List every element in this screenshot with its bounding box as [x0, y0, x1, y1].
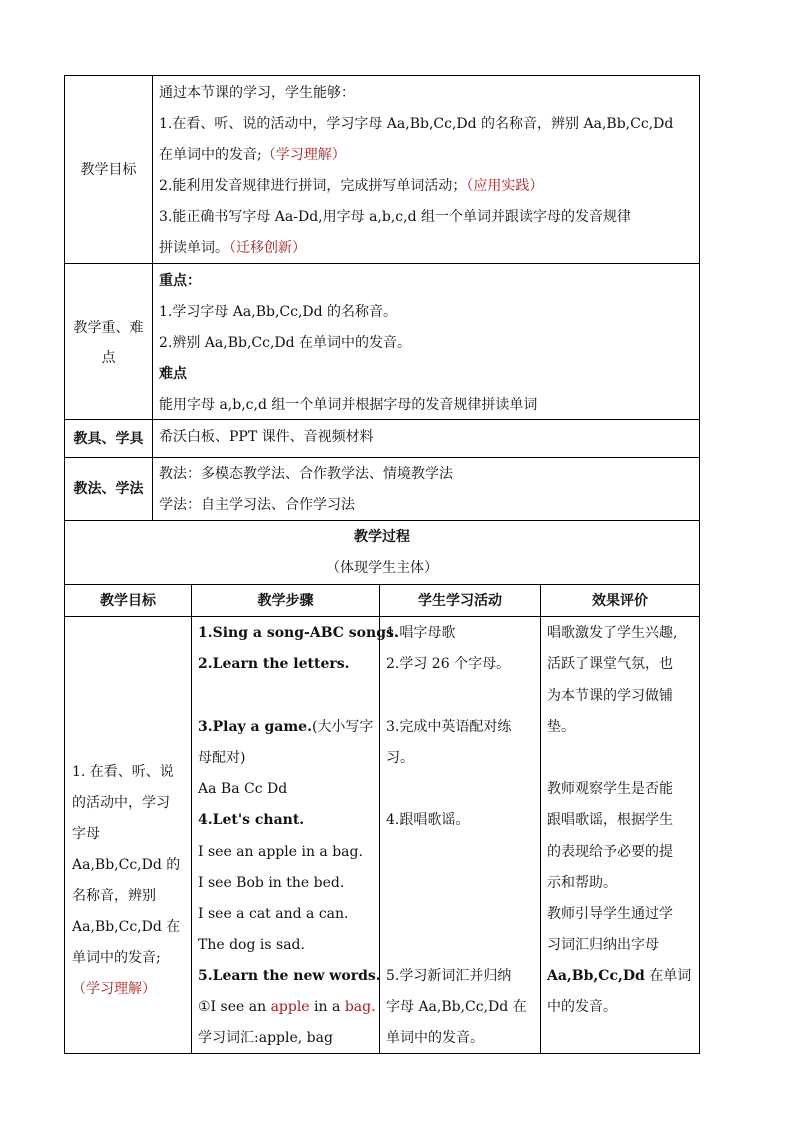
step-3-title: 3.Play a game.	[198, 719, 312, 735]
goal-cell-tag: （学习理解）	[72, 981, 156, 997]
sentence-prefix: ①I see an	[198, 999, 271, 1015]
evaluation-letters: Aa,Bb,Cc,Dd	[547, 968, 645, 984]
evaluation-line: 为本节课的学习做铺	[547, 688, 673, 704]
evaluation-suffix: 在单词	[644, 968, 692, 984]
table-border-right	[699, 75, 700, 1054]
col-divider	[540, 584, 541, 1054]
goals-item2-text: 2.能利用发音规律进行拼词，完成拼写单词活动；	[159, 178, 467, 194]
activity-5-cont: 单词中的发音。	[386, 1030, 484, 1046]
goals-item1-tag: （学习理解）	[261, 147, 346, 163]
word-apple: apple	[270, 999, 310, 1015]
tools-label: 教具、学具	[73, 431, 144, 447]
col-divider	[191, 584, 192, 1054]
goals-item3-tag: （迁移创新）	[229, 240, 306, 256]
step-3-note-cont: 母配对)	[198, 750, 246, 766]
evaluation-line: 示和帮助。	[547, 875, 617, 891]
goals-item2	[159, 176, 543, 196]
goals-item3-line1: 3.能正确书写字母 Aa-Dd,用字母 a,b,c,d 组一个单词并跟读字母的发音规律	[159, 209, 631, 225]
goal-cell-line: 1. 在看、听、说	[72, 764, 174, 780]
chant-line: I see an apple in a bag.	[198, 844, 363, 860]
methods-label: 教法、学法	[73, 481, 144, 497]
activity-3: 3.完成中英语配对练	[386, 719, 512, 735]
goal-cell-line: 名称音，辨别	[72, 888, 156, 904]
goals-item3-line2	[159, 238, 306, 258]
evaluation-line: 跟唱歌谣，根据学生	[547, 812, 673, 828]
methods-learning: 学法：自主学习法、合作学习法	[159, 497, 355, 513]
evaluation-line: 教师引导学生通过学	[547, 906, 673, 922]
activity-5: 5.学习新词汇并归纳	[386, 968, 512, 984]
column-header-goals: 教学目标	[100, 593, 156, 609]
row-divider	[64, 419, 700, 420]
keypoints-label-line1: 教学重、难	[73, 320, 144, 336]
goal-cell-line: 字母	[72, 826, 100, 842]
process-title: 教学过程	[354, 529, 410, 545]
table-border-bottom	[64, 1053, 700, 1054]
evaluation-line: 的表现给予必要的提	[547, 844, 673, 860]
col-divider	[152, 419, 153, 521]
new-word-sentence	[198, 997, 376, 1017]
column-header-evaluation: 效果评价	[592, 593, 648, 609]
goals-intro: 通过本节课的学习，学生能够：	[159, 85, 355, 101]
evaluation-line: 教师观察学生是否能	[547, 781, 673, 797]
chant-line: I see Bob in the bed.	[198, 875, 345, 891]
activity-5-cont: 字母 Aa,Bb,Cc,Dd 在	[386, 999, 527, 1015]
goal-cell-line: 单词中的发音;	[72, 950, 161, 966]
goal-cell-line: Aa,Bb,Cc,Dd 的	[72, 857, 181, 873]
row-divider	[64, 616, 700, 617]
row-divider	[64, 263, 700, 264]
vocab-words: apple, bag	[258, 1030, 333, 1046]
goal-cell-line: Aa,Bb,Cc,Dd 在	[72, 919, 181, 935]
column-header-activities: 学生学习活动	[418, 593, 502, 609]
col-divider	[152, 75, 153, 421]
evaluation-line: 唱歌激发了学生兴趣,	[547, 625, 678, 641]
step-1: 1.Sing a song-ABC songs.	[198, 625, 399, 641]
sentence-mid: in a	[309, 999, 345, 1015]
evaluation-line: 中的发音。	[547, 999, 617, 1015]
activity-3-cont: 习。	[386, 750, 414, 766]
row-divider	[64, 584, 700, 585]
evaluation-line: 活跃了课堂气氛，也	[547, 656, 673, 672]
vocab-line	[198, 1028, 333, 1048]
goals-item3-text: 拼读单词。	[159, 240, 229, 256]
step-2: 2.Learn the letters.	[198, 656, 350, 672]
step-3	[198, 717, 373, 737]
activity-4: 4.跟唱歌谣。	[386, 812, 470, 828]
chant-line: I see a cat and a can.	[198, 906, 349, 922]
goals-item1-line1: 1.在看、听、说的活动中，学习字母 Aa,Bb,Cc,Dd 的名称音，辨别 Aa,Bb,Cc,Dd	[159, 116, 674, 132]
row-divider	[64, 520, 700, 521]
keypoints-heading: 重点：	[159, 273, 201, 289]
keypoints-item1: 1.学习字母 Aa,Bb,Cc,Dd 的名称音。	[159, 304, 398, 320]
difficult-text: 能用字母 a,b,c,d 组一个单词并根据字母的发音规律拼读单词	[159, 397, 538, 413]
step-3-pairs: Aa Ba Cc Dd	[198, 781, 288, 797]
chant-line: The dog is sad.	[198, 937, 305, 953]
step-5: 5.Learn the new words.	[198, 968, 381, 984]
column-header-steps: 教学步骤	[257, 593, 314, 609]
vocab-prefix: 学习词汇:	[198, 1030, 259, 1046]
keypoints-label-line2: 点	[101, 350, 116, 366]
difficult-heading: 难点	[159, 366, 187, 382]
activity-2: 2.学习 26 个字母。	[386, 656, 511, 672]
word-bag: bag.	[344, 999, 376, 1015]
goals-item1-text: 在单词中的发音;	[159, 147, 262, 163]
tools-text: 希沃白板、PPT 课件、音视频材料	[159, 429, 374, 445]
goals-item1-line2	[159, 145, 346, 165]
goal-cell-line: 的活动中，学习	[72, 795, 170, 811]
activity-1: 1.唱字母歌	[386, 625, 456, 641]
table-border-top	[64, 75, 700, 76]
process-subtitle: （体现学生主体）	[326, 560, 438, 576]
keypoints-item2: 2.辨别 Aa,Bb,Cc,Dd 在单词中的发音。	[159, 335, 412, 351]
goals-label: 教学目标	[80, 162, 137, 178]
evaluation-line: 习词汇归纳出字母	[547, 937, 659, 953]
step-4: 4.Let's chant.	[198, 812, 305, 828]
evaluation-line	[547, 966, 691, 986]
step-3-note: (大小写字	[311, 719, 374, 735]
row-divider	[64, 457, 700, 458]
evaluation-line: 垫。	[547, 719, 575, 735]
methods-teaching: 教法：多模态教学法、合作教学法、情境教学法	[159, 466, 453, 482]
goals-item2-tag: （应用实践）	[466, 178, 544, 194]
